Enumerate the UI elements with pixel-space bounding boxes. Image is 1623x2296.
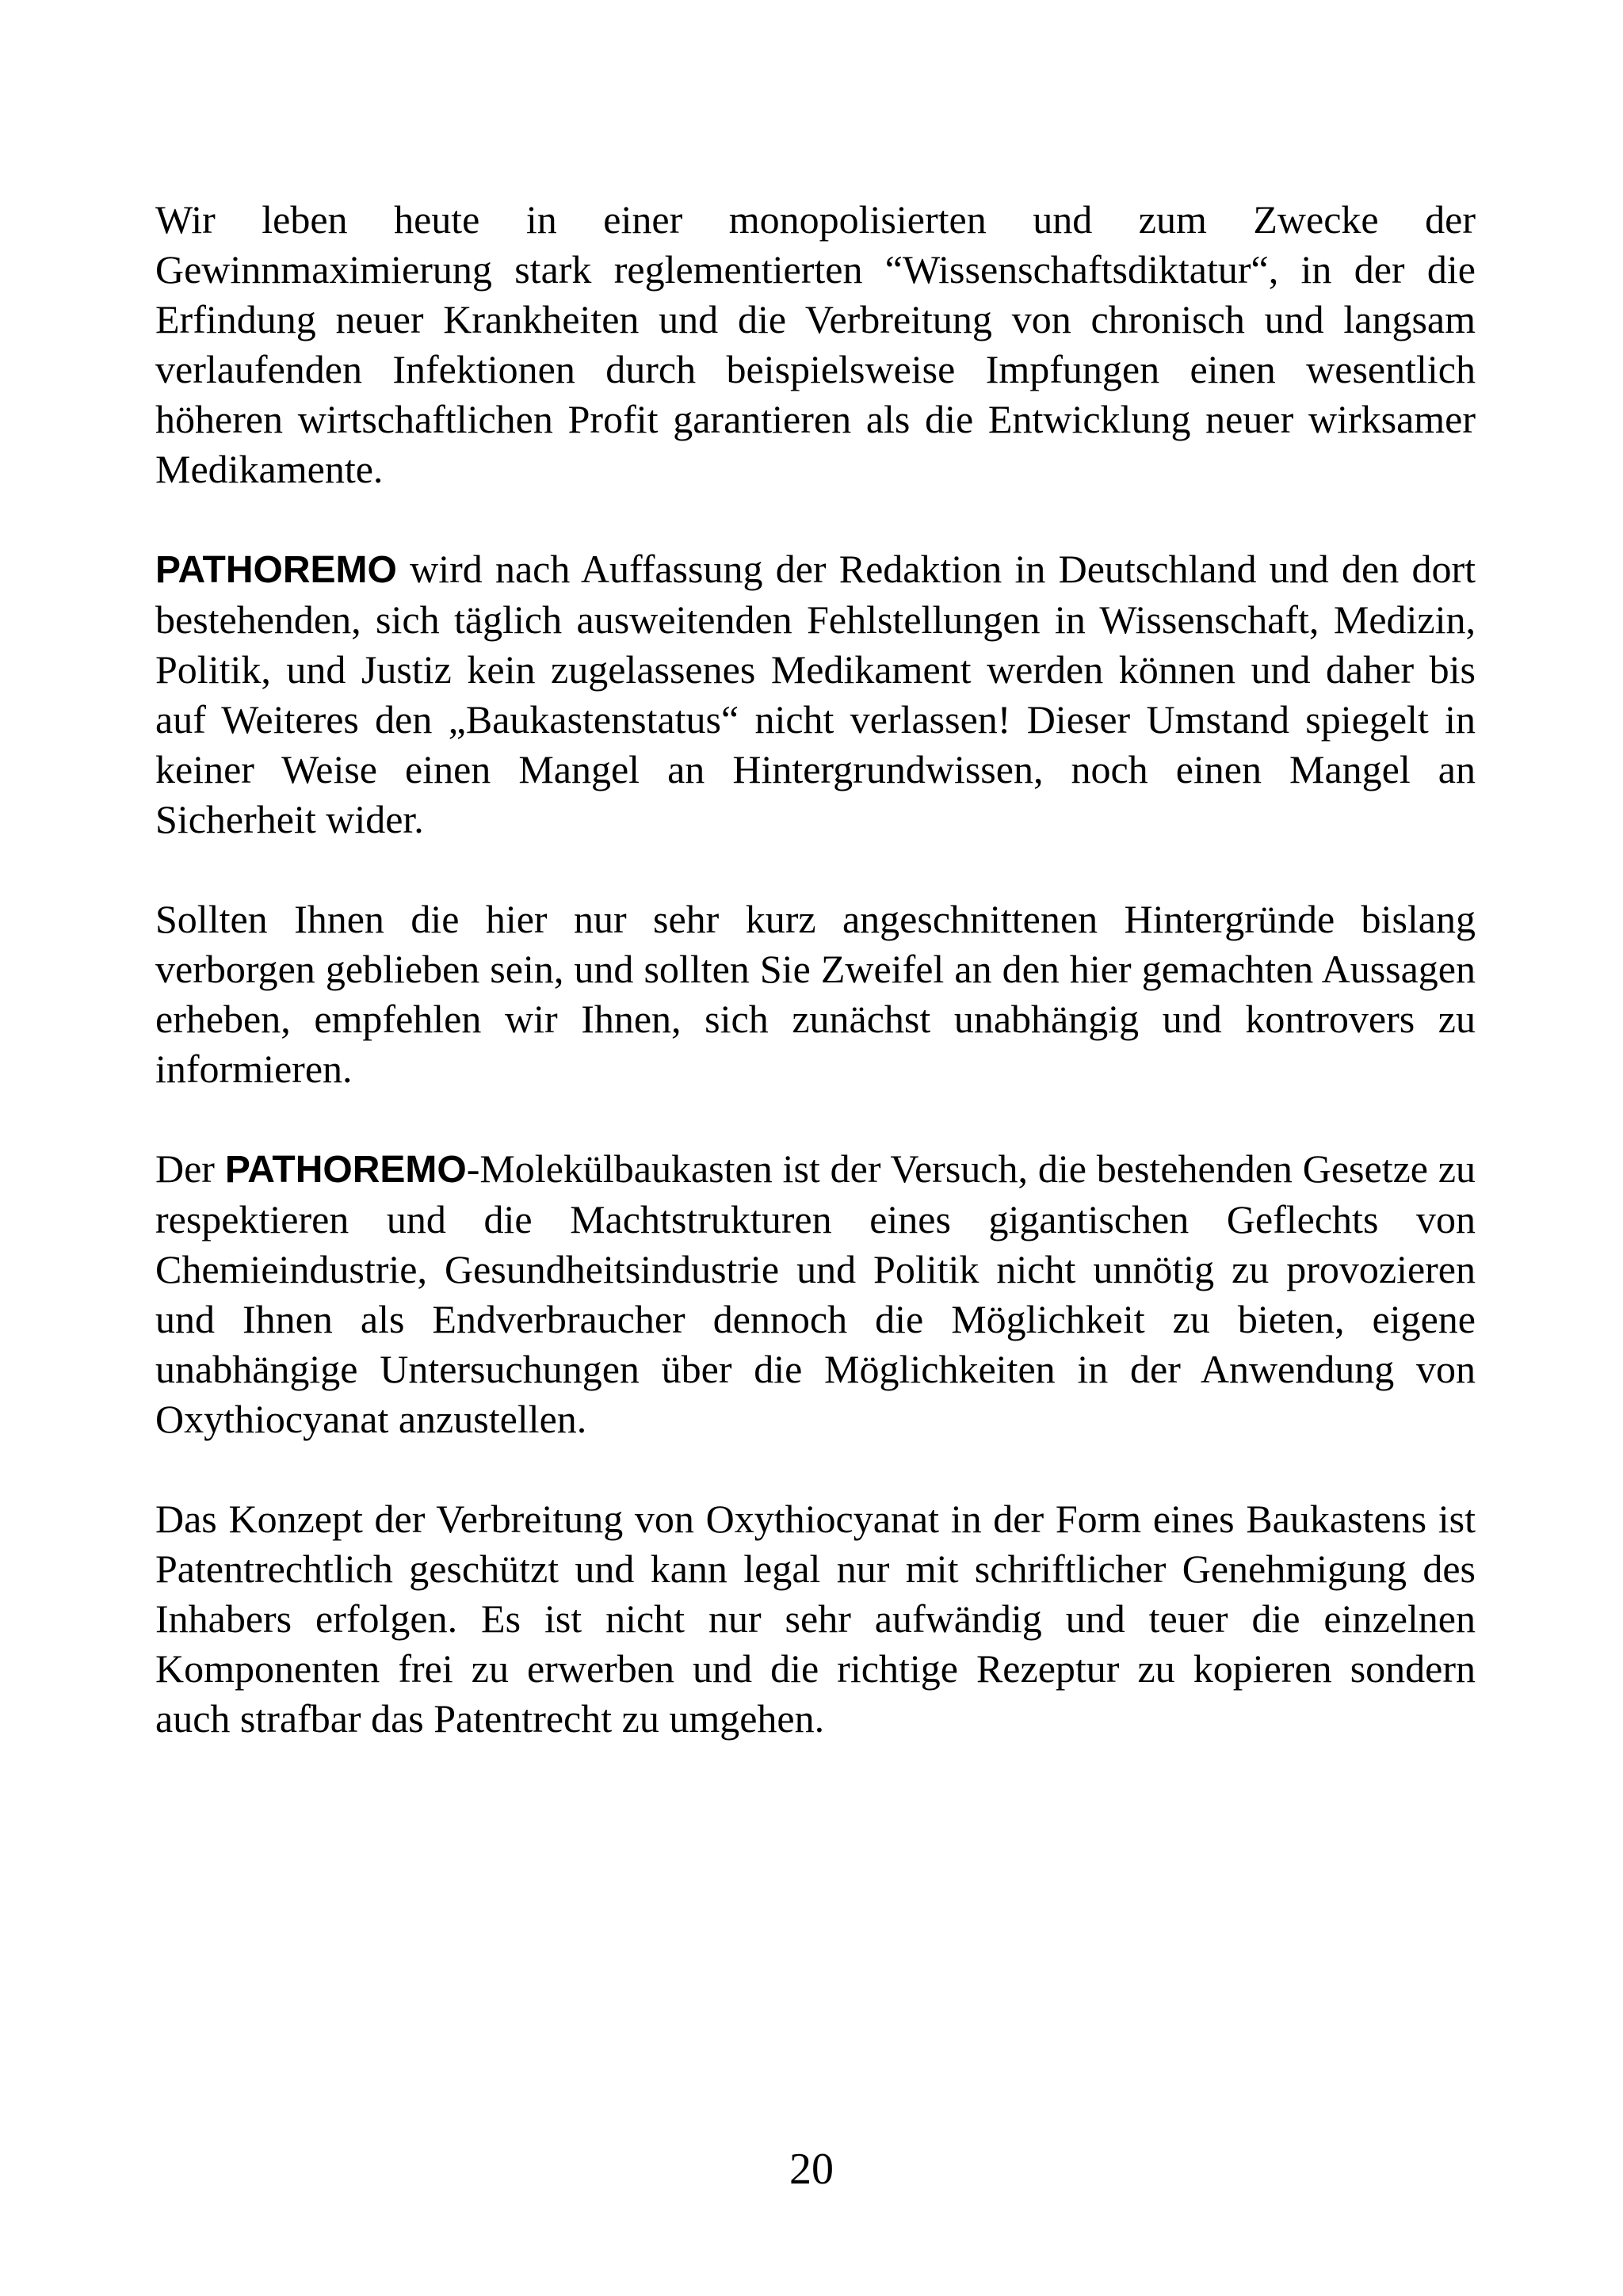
paragraph-1 (155, 195, 1476, 494)
brand-name: PATHOREMO (155, 549, 397, 591)
page-number: 20 (789, 2145, 834, 2194)
paragraph-3-text: Sollten Ihnen die hier nur sehr kurz angeschnittenen Hintergründe bislang verborgen geblieben sein, und sollten Sie Zweifel an den hier gemachten Aussagen erheben, empfehlen wir Ihnen, sich zunächst unabhängig und kontrovers zu informieren. (155, 897, 1476, 1091)
paragraph-1-text: Wir leben heute in einer monopolisierten und zum Zwecke der Gewinnmaximierung stark reglementierten “Wissenschaftsdiktatur“, in der die Erfindung neuer Krankheiten und die Verbreitung von chronisch und langsam verlaufenden Infektionen durch beispielsweise Impfungen einen wesentlich höheren wirtschaftlichen Profit garantieren als die Entwicklung neuer wirksamer Medikamente. (155, 197, 1476, 491)
paragraph-5-text: Das Konzept der Verbreitung von Oxythiocyanat in der Form eines Baukastens ist Patentrechtlich geschützt und kann legal nur mit schriftlicher Genehmigung des Inhabers erfolgen. Es ist nicht nur sehr aufwändig und teuer die einzelnen Komponenten frei zu erwerben und die richtige Rezeptur zu kopieren sondern auch strafbar das Patentrecht zu umgehen. (155, 1497, 1476, 1741)
paragraph-2 (155, 544, 1476, 845)
paragraph-4-text: -Molekülbaukasten ist der Versuch, die bestehenden Gesetze zu respektieren und die Machtstrukturen eines gigantischen Geflechts von Chemieindustrie, Gesundheitsindustrie und Politik nicht unnötig zu provozieren und Ihnen als Endverbraucher dennoch die Möglichkeit zu bieten, eigene unabhängige Untersuchungen über die Möglichkeiten in der Anwendung von Oxythiocyanat anzustellen. (155, 1146, 1476, 1441)
brand-name: PATHOREMO (224, 1149, 467, 1191)
paragraph-4 (155, 1144, 1476, 1444)
paragraph-2-text: wird nach Auffassung der Redaktion in Deutschland und den dort bestehenden, sich täglich ausweitenden Fehlstellungen in Wissenschaft, Medizin, Politik, und Justiz kein zugelassenes Medikament werden können und daher bis auf Weiteres den „Baukastenstatus“ nicht verlassen! Dieser Umstand spiegelt in keiner Weise einen Mangel an Hintergrundwissen, noch einen Mangel an Sicherheit wider. (155, 547, 1476, 841)
paragraph-5 (155, 1494, 1476, 1744)
paragraph-3 (155, 894, 1476, 1094)
body-text (155, 195, 1476, 1794)
paragraph-4-prefix: Der (155, 1146, 225, 1191)
